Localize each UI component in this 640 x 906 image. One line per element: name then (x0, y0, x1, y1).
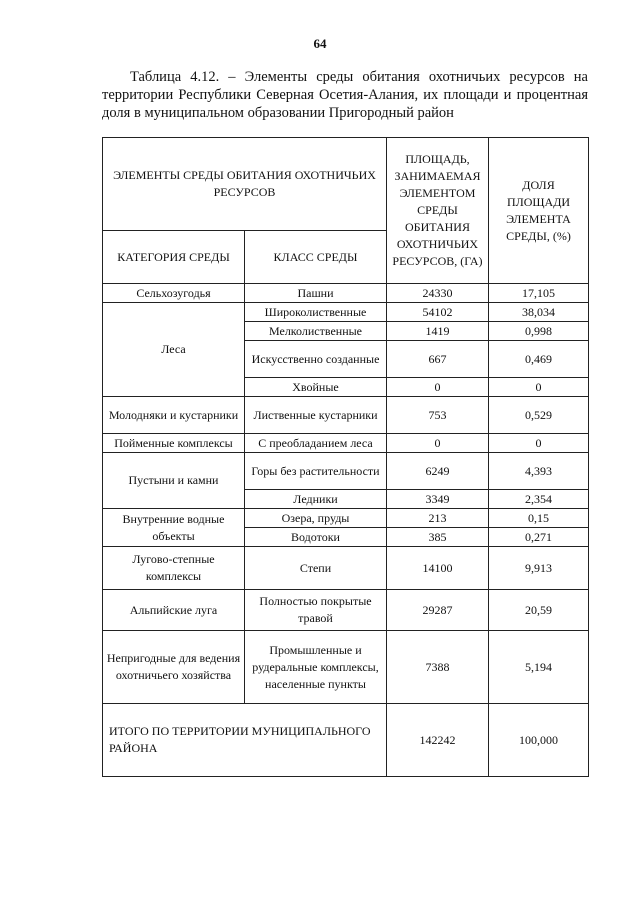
cell-share: 5,194 (489, 631, 589, 704)
cell-area: 3349 (387, 490, 489, 509)
cell-area: 7388 (387, 631, 489, 704)
cell-class: Промышленные и рудеральные комплексы, населенные пункты (245, 631, 387, 704)
total-row (103, 704, 589, 777)
header-area: ПЛОЩАДЬ, ЗАНИМАЕМАЯ ЭЛЕМЕНТОМ СРЕДЫ ОБИТАНИЯ ОХОТНИЧЬИХ РЕСУРСОВ, (ГА) (387, 138, 489, 284)
table-row (103, 547, 589, 590)
table-row (103, 434, 589, 453)
cell-share: 20,59 (489, 590, 589, 631)
table-row (103, 631, 589, 704)
header-class: КЛАСС СРЕДЫ (245, 231, 387, 284)
total-share: 100,000 (489, 704, 589, 777)
cell-share: 0,271 (489, 528, 589, 547)
cell-class: Лиственные кустарники (245, 397, 387, 434)
cell-area: 753 (387, 397, 489, 434)
cell-share: 17,105 (489, 284, 589, 303)
cell-category: Непригодные для ведения охотничьего хозяйства (103, 631, 245, 704)
cell-area: 54102 (387, 303, 489, 322)
cell-share: 4,393 (489, 453, 589, 490)
cell-category: Лугово-степные комплексы (103, 547, 245, 590)
cell-category: Пойменные комплексы (103, 434, 245, 453)
habitat-table (102, 137, 589, 777)
header-category: КАТЕГОРИЯ СРЕДЫ (103, 231, 245, 284)
cell-category: Альпийские луга (103, 590, 245, 631)
table-caption: Таблица 4.12. – Элементы среды обитания охотничьих ресурсов на территории Республики Северная Осетия-Алания, их площади и процентная доля в муниципальном образовании Пригородный район (102, 69, 588, 121)
cell-share: 0,529 (489, 397, 589, 434)
table-row (103, 509, 589, 528)
table-row (103, 590, 589, 631)
cell-category: Сельхозугодья (103, 284, 245, 303)
total-area: 142242 (387, 704, 489, 777)
cell-share: 2,354 (489, 490, 589, 509)
cell-category: Леса (103, 303, 245, 397)
cell-share: 0,15 (489, 509, 589, 528)
cell-area: 14100 (387, 547, 489, 590)
cell-share: 0,469 (489, 341, 589, 378)
total-label: ИТОГО ПО ТЕРРИТОРИИ МУНИЦИПАЛЬНОГО РАЙОНА (103, 704, 387, 777)
cell-area: 0 (387, 434, 489, 453)
table-row (103, 284, 589, 303)
cell-area: 385 (387, 528, 489, 547)
header-elements: ЭЛЕМЕНТЫ СРЕДЫ ОБИТАНИЯ ОХОТНИЧЬИХ РЕСУРСОВ (103, 138, 387, 231)
cell-class: Ледники (245, 490, 387, 509)
cell-class: Широколиственные (245, 303, 387, 322)
cell-class: Мелколиственные (245, 322, 387, 341)
cell-area: 1419 (387, 322, 489, 341)
cell-class: Искусственно созданные (245, 341, 387, 378)
cell-class: Степи (245, 547, 387, 590)
cell-class: Горы без растительности (245, 453, 387, 490)
cell-class: С преобладанием леса (245, 434, 387, 453)
cell-area: 0 (387, 378, 489, 397)
cell-share: 38,034 (489, 303, 589, 322)
cell-area: 213 (387, 509, 489, 528)
cell-category: Пустыни и камни (103, 453, 245, 509)
header-row-1 (103, 138, 589, 231)
page-number: 64 (313, 36, 327, 51)
cell-class: Полностью покрытые травой (245, 590, 387, 631)
cell-share: 0,998 (489, 322, 589, 341)
cell-class: Хвойные (245, 378, 387, 397)
cell-area: 29287 (387, 590, 489, 631)
cell-class: Пашни (245, 284, 387, 303)
cell-area: 24330 (387, 284, 489, 303)
table-row (103, 453, 589, 490)
cell-category: Молодняки и кустарники (103, 397, 245, 434)
cell-area: 667 (387, 341, 489, 378)
cell-class: Водотоки (245, 528, 387, 547)
cell-class: Озера, пруды (245, 509, 387, 528)
header-share: ДОЛЯ ПЛОЩАДИ ЭЛЕМЕНТА СРЕДЫ, (%) (489, 138, 589, 284)
table-row (103, 303, 589, 322)
cell-area: 6249 (387, 453, 489, 490)
table-row (103, 397, 589, 434)
cell-share: 0 (489, 378, 589, 397)
cell-share: 9,913 (489, 547, 589, 590)
cell-share: 0 (489, 434, 589, 453)
cell-category: Внутренние водные объекты (103, 509, 245, 547)
